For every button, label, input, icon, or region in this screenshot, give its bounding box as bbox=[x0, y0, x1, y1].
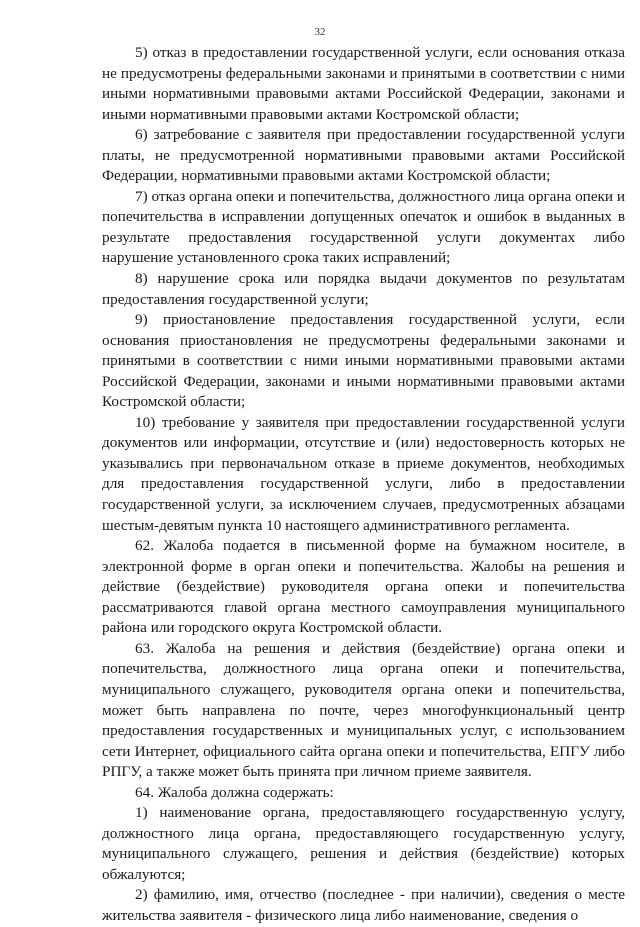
paragraph-63: 63. Жалоба на решения и действия (бездействие) органа опеки и попечительства, должностного лица органа опеки и попечительства, муниципального служащего, руководителя органа опеки и попечительства, может быть направлена по почте, через многофункциональный центр предоставления государственных и муниципальных услуг, с использованием сети Интернет, официального сайта органа опеки и попечительства, ЕПГУ либо РПГУ, а также может быть принята при личном приеме заявителя. bbox=[102, 639, 625, 781]
paragraph-64-item-1: 1) наименование органа, предоставляющего государственную услугу, должностного лица органа, предоставляющего государственную услугу, муниципального служащего, решения и действия (бездействие) которых обжалуются; bbox=[102, 804, 625, 883]
paragraph-62: 62. Жалоба подается в письменной форме на бумажном носителе, в электронной форме в орган опеки и попечительства. Жалобы на решения и действие (бездействие) руководителя органа опеки и попечительства рассматриваются главой органа местного самоуправления муниципального района или городского округа Костромской области. bbox=[102, 537, 625, 637]
paragraph-document-demand: 10) требование у заявителя при предоставлении государственной услуги документов или информации, отсутствие и (или) недостоверность которых не указывались при первоначальном отказе в приеме документов, необходимых для предоставления государственной услуги, либо в предоставлении государственной услуги, за исключением случаев, предусмотренных абзацами шестым-девятым пункта 10 настоящего административного регламента. bbox=[102, 413, 625, 534]
paragraph-issuance-violation: 8) нарушение срока или порядка выдачи документов по результатам предоставления государственной услуги; bbox=[102, 270, 625, 308]
paragraph-refusal-grounds: 5) отказ в предоставлении государственной услуги, если основания отказа не предусмотрены федеральными законами и принятыми в соответствии с ними иными нормативными правовыми актами Российской Федерации, законами и иными нормативными правовыми актами Костромской области; bbox=[102, 44, 625, 123]
paragraph-fee-demand: 6) затребование с заявителя при предоставлении государственной услуги платы, не предусмотренной нормативными правовыми актами Российской Федерации, нормативными правовыми актами Костромской области; bbox=[102, 126, 625, 185]
paragraph-correction-refusal: 7) отказ органа опеки и попечительства, должностного лица органа опеки и попечительства в исправлении допущенных опечаток и ошибок в выданных в результате предоставления государственной услуги документах либо нарушение установленного срока таких исправлений; bbox=[102, 187, 625, 267]
paragraph-suspension: 9) приостановление предоставления государственной услуги, если основания приостановления не предусмотрены федеральными законами и принятыми в соответствии с ними иными нормативными правовыми актами Российской Федерации, законами и иными нормативными правовыми актами Костромской области; bbox=[102, 311, 625, 411]
page-number: 32 bbox=[314, 26, 326, 38]
document-body bbox=[102, 43, 625, 927]
paragraph-64: 64. Жалоба должна содержать: bbox=[135, 783, 334, 801]
paragraph-64-item-2: 2) фамилию, имя, отчество (последнее - при наличии), сведения о месте жительства заявителя - физического лица либо наименование, сведения о bbox=[102, 886, 625, 924]
